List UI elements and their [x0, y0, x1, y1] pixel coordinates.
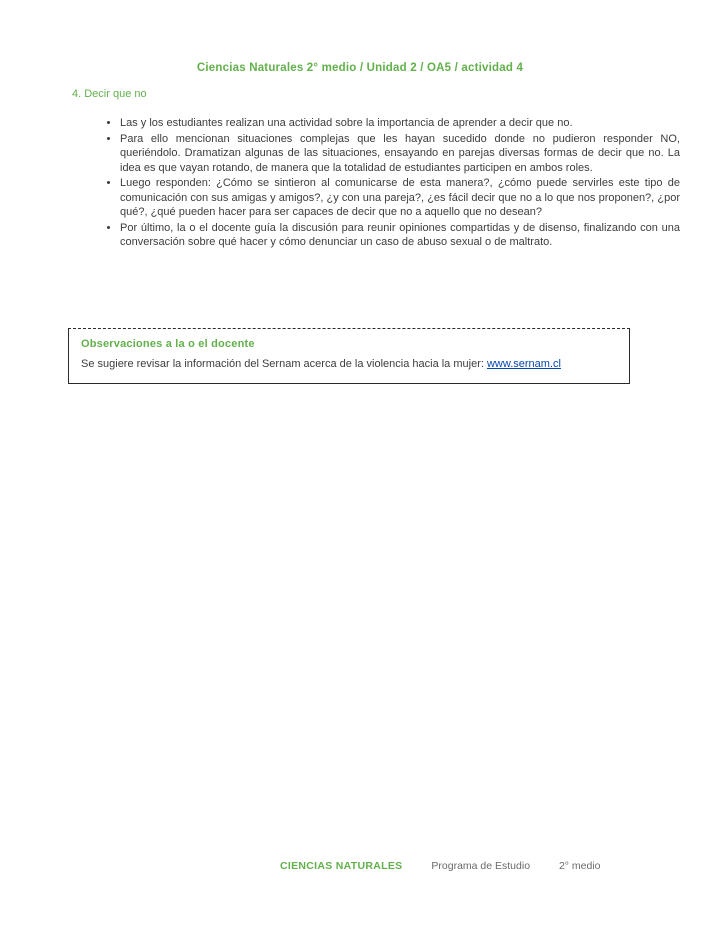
bullet-list	[86, 116, 680, 251]
footer-level: 2° medio	[558, 860, 601, 872]
sernam-link[interactable]: www.sernam.cl	[486, 358, 561, 370]
section-heading: 4. Decir que no	[72, 88, 147, 100]
bullet-item: • Por último, la o el docente guía la discusión para reunir opiniones compartidas y de disenso, finalizando con una conversación sobre qué hacer y cómo denunciar un caso de abuso sexual o de maltrato.	[120, 221, 680, 250]
bullet-item: • Para ello mencionan situaciones complejas que les hayan sucedido donde no pudieron responder NO, queriéndolo. Dramatizan algunas de las situaciones, ensayando en parejas diversas formas de decir que no. La idea es que vayan rotando, de manera que la totalidad de estudiantes participen en ambos roles.	[120, 132, 680, 176]
bullet-item: • Luego responden: ¿Cómo se sintieron al comunicarse de esta manera?, ¿cómo puede servirles este tipo de comunicación con sus amigas y amigos?, ¿y con una pareja?, ¿es fácil decir que no a lo que nos proponen?, ¿por qué?, ¿qué pueden hacer para ser capaces de decir que no a aquello que no desean?	[120, 176, 680, 220]
observations-text-before-link: Se sugiere revisar la información del Sernam acerca de la violencia hacia la mujer:	[81, 358, 487, 370]
observations-title: Observaciones a la o el docente	[81, 338, 255, 350]
observations-box	[68, 328, 630, 384]
footer-program: Programa de Estudio	[431, 860, 531, 872]
page-footer	[280, 860, 601, 872]
bullet-item: • Las y los estudiantes realizan una actividad sobre la importancia de aprender a decir que no.	[120, 116, 680, 131]
footer-brand: CIENCIAS NATURALES	[280, 860, 403, 872]
breadcrumb: Ciencias Naturales 2° medio / Unidad 2 / OA5 / actividad 4	[196, 62, 524, 74]
observations-text	[81, 357, 617, 371]
